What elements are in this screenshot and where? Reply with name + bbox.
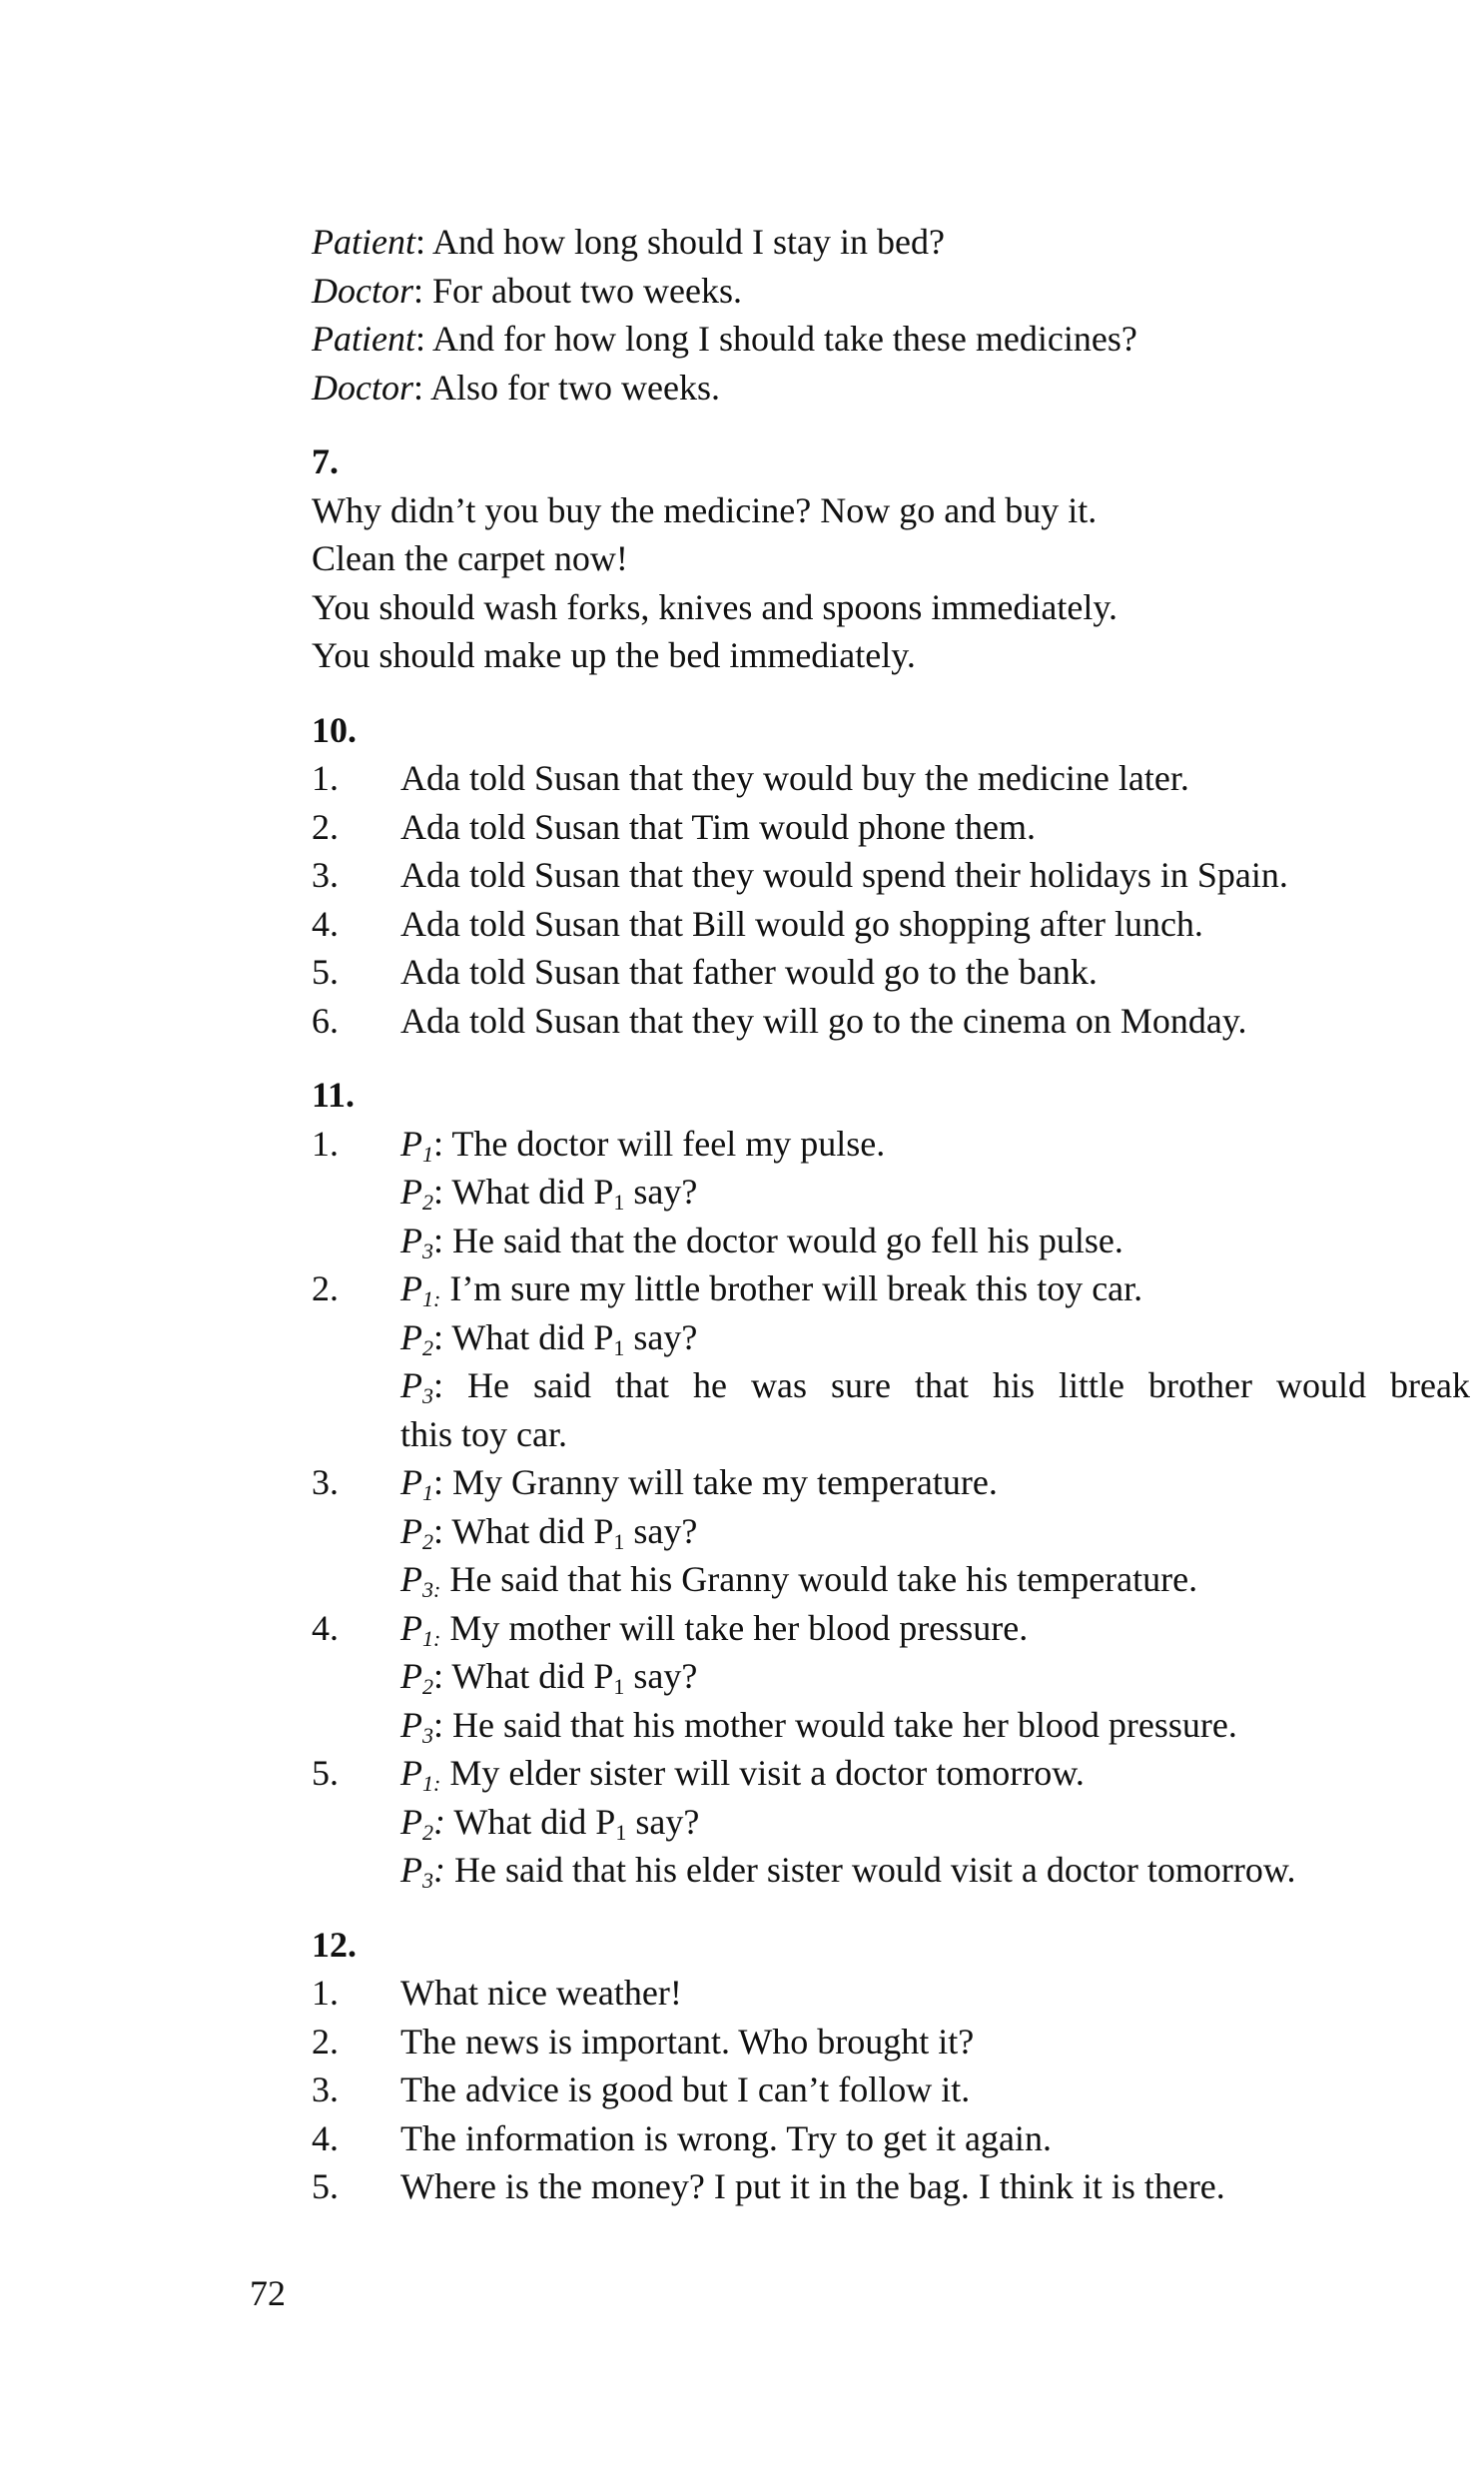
item-number: 4. [312,1607,339,1648]
speaker-3-line: $P_{3:}$ He said that his Granny would take his temperature. [400,1559,1198,1602]
list-item [312,851,1470,900]
dialogue-line [312,315,1470,364]
item-number: 5. [312,952,339,992]
item-number: 5. [312,1753,339,1793]
item-text: The news is important. Who brought it? [400,2021,975,2062]
dialogue-text: : And how long should I stay in bed? [414,222,945,262]
exercise-heading: 12. [312,1924,357,1965]
answer-line: Why didn’t you buy the medicine? Now go and buy it. [312,489,1098,530]
item-text: Ada told Susan that Bill would go shopping after lunch. [400,903,1203,944]
exercise-12 [312,1921,1470,2211]
speaker-1-line: $P_{1:}$ I’m sure my little brother will break this toy car. [400,1268,1143,1311]
item-text: Ada told Susan that they would buy the medicine later. [400,758,1189,798]
speaker-label: Doctor [312,270,413,311]
item-number: 6. [312,1000,339,1041]
item-number: 5. [312,2166,339,2206]
speaker-2-line: $P_2$: What did $P_1$ say? [400,1801,700,1845]
item-number: 4. [312,2117,339,2158]
list-item [312,2114,1470,2163]
page-content [312,218,1470,2211]
list-item [312,1604,1470,1653]
item-text: Where is the money? I put it in the bag. I think it is there. [400,2166,1225,2206]
dialogue-line [312,218,1470,267]
item-number: 3. [312,855,339,895]
item-number: 1. [312,1123,339,1164]
dialogue-text: : For about two weeks. [413,270,742,311]
speaker-3-line-continued: this toy car. [400,1413,567,1454]
item-text: What nice weather! [400,1973,682,2013]
answer-line: Clean the carpet now! [312,538,628,578]
list-item [312,2065,1470,2114]
speaker-2-line: $P_2$: What did $P_1$ say? [400,1172,698,1215]
item-text: Ada told Susan that Tim would phone them. [400,806,1037,847]
speaker-label: Doctor [312,367,413,408]
speaker-3-line: $P_3$: He said that his mother would take her blood pressure. [400,1704,1237,1748]
exercise-10 [312,706,1470,1046]
item-number: 4. [312,903,339,944]
answer-line: You should make up the bed immediately. [312,635,916,675]
list-item [312,997,1470,1046]
speaker-3-line: $P_3$: He said that the doctor would go fell his pulse. [400,1220,1123,1263]
item-number: 2. [312,1268,339,1308]
speaker-3-line: $P_3$: He said that he was sure that his little brother would break [400,1365,1470,1408]
speaker-2-line: $P_2$: What did $P_1$ say? [400,1316,698,1360]
item-text: Ada told Susan that they would spend their holidays in Spain. [400,855,1288,895]
list-item [312,1264,1470,1313]
item-text: The advice is good but I can’t follow it. [400,2069,971,2109]
item-number: 3. [312,1462,339,1502]
item-text: Ada told Susan that father would go to the bank. [400,952,1098,992]
list-item [312,1969,1470,2018]
list-item [312,1458,1470,1507]
exercise-heading: 7. [312,441,339,481]
answer-line: You should wash forks, knives and spoons immediately. [312,586,1117,627]
speaker-1-line: $P_1$: The doctor will feel my pulse. [400,1123,886,1167]
list-item [312,900,1470,949]
list-item [312,1749,1470,1798]
list-item [312,754,1470,803]
speaker-3-line: $P_3$: He said that his elder sister would visit a doctor tomorrow. [400,1850,1296,1893]
item-number: 1. [312,758,339,798]
list-item [312,1120,1470,1169]
item-number: 3. [312,2069,339,2109]
speaker-1-line: $P_1$: My Granny will take my temperature. [400,1462,998,1505]
speaker-2-line: $P_2$: What did $P_1$ say? [400,1656,698,1699]
list-item [312,2162,1470,2211]
item-text: Ada told Susan that they will go to the cinema on Monday. [400,1000,1247,1041]
dialogue-block [312,218,1470,412]
speaker-1-line: $P_{1:}$ My mother will take her blood pressure. [400,1607,1029,1651]
item-number: 2. [312,2021,339,2062]
item-text: The information is wrong. Try to get it again. [400,2117,1052,2158]
item-number: 2. [312,806,339,847]
speaker-2-line: $P_2$: What did $P_1$ say? [400,1510,698,1554]
speaker-label: Patient [312,319,415,359]
exercise-heading: 10. [312,709,357,750]
page-number: 72 [250,2273,286,2313]
dialogue-line [312,364,1470,413]
dialogue-text: : And for how long I should take these medicines? [414,319,1137,359]
list-item [312,948,1470,997]
exercise-7 [312,437,1470,680]
dialogue-text: : Also for two weeks. [413,367,720,408]
speaker-1-line: $P_{1:}$ My elder sister will visit a doctor tomorrow. [400,1753,1085,1796]
item-number: 1. [312,1973,339,2013]
exercise-heading: 11. [312,1075,356,1115]
speaker-label: Patient [312,222,415,262]
dialogue-line [312,267,1470,316]
exercise-11 [312,1071,1470,1895]
list-item [312,803,1470,852]
list-item [312,2018,1470,2066]
